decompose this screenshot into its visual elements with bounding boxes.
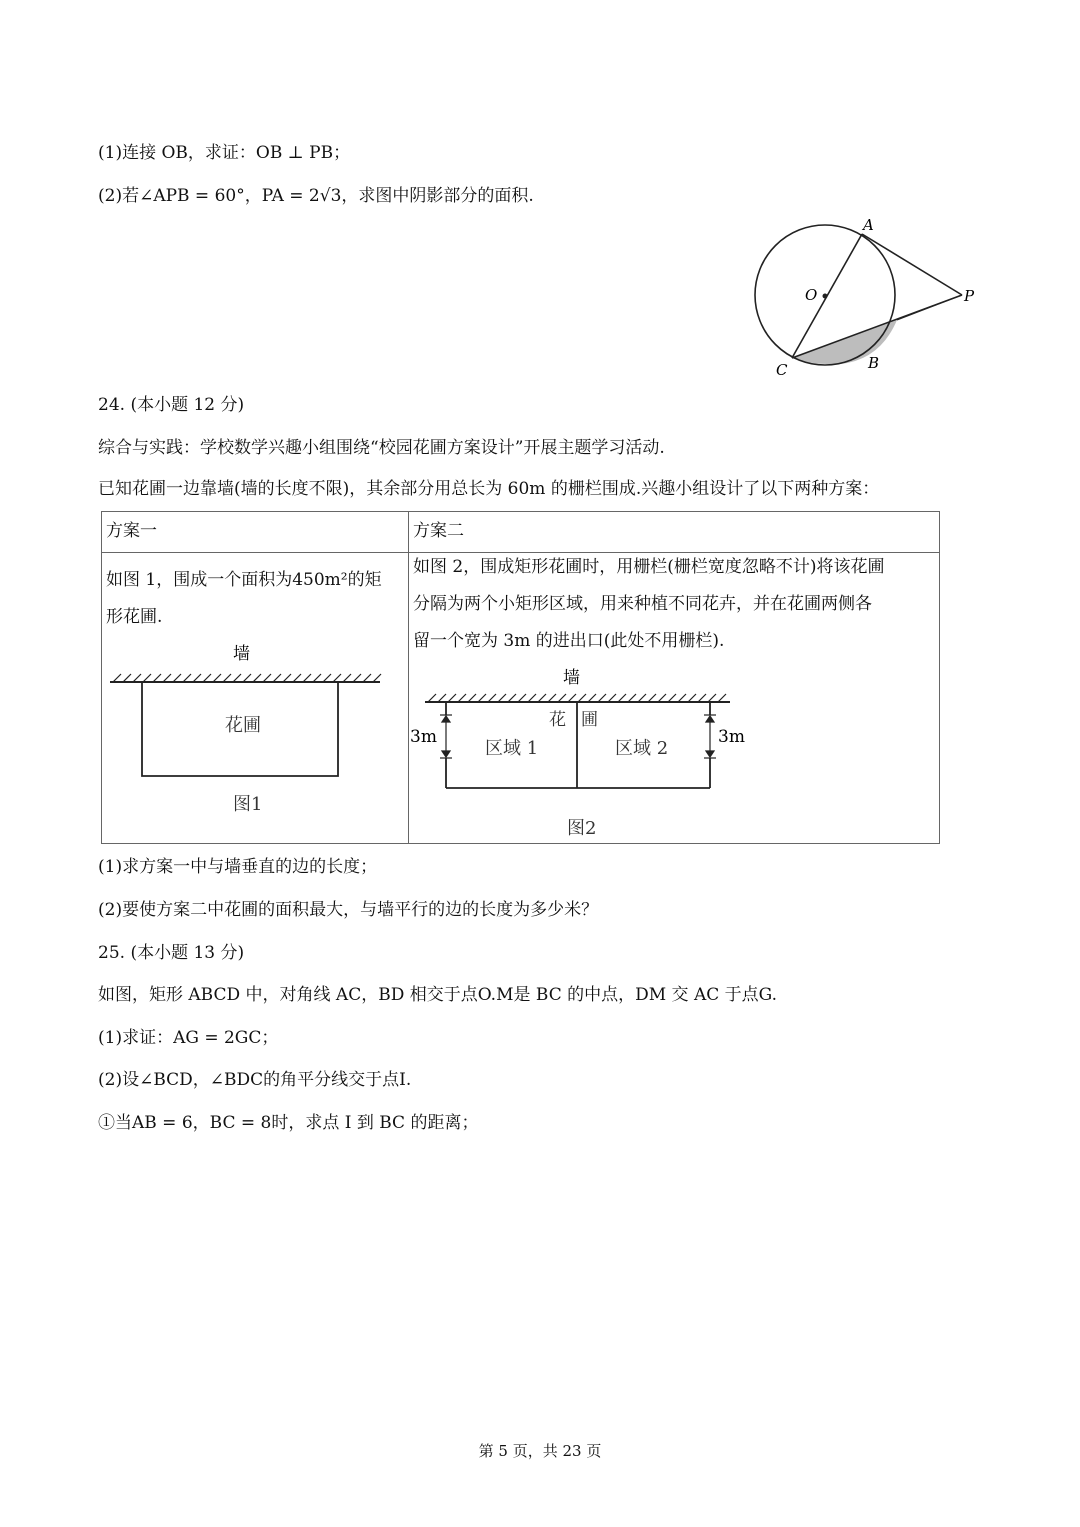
plan1-text-line2: 形花圃. [106,607,163,627]
fig2-garden-label-2: 圃 [581,710,598,730]
center-point [823,294,828,299]
label-a: A [863,216,874,234]
fig2-region2-label: 区域 2 [615,738,669,759]
q23-part1: (1)连接 OB，求证：OB ⊥ PB； [98,143,351,163]
page-footer: 第 5 页，共 23 页 [478,1442,602,1460]
fig2-wall-hatch [428,694,726,702]
plan1-text-line1: 如图 1，围成一个面积为450m²的矩 [106,570,382,590]
plan2-title: 方案二 [413,521,464,541]
q24-part2: (2)要使方案二中花圃的面积最大，与墙平行的边的长度为多少米？ [98,900,599,920]
q25-part2-1: ①当AB = 6，BC = 8时，求点 I 到 BC 的距离； [98,1113,479,1133]
figure-1 [105,634,405,844]
tangent-pa [862,234,962,295]
q25-header: 25. (本小题 13 分) [98,943,245,963]
label-c: C [776,361,788,379]
q24-intro: 综合与实践：学校数学兴趣小组围绕“校园花圃方案设计”开展主题学习活动. [98,438,665,458]
fig1-wall-hatch [113,674,381,682]
q24-part1: (1)求方案一中与墙垂直的边的长度； [98,857,378,877]
plan2-text-line1: 如图 2，围成矩形花圃时，用栅栏(栅栏宽度忽略不计)将该花圃 [413,557,885,577]
fig2-caption: 图2 [567,818,597,839]
plan-table [101,511,940,844]
label-p: P [964,287,975,305]
q25-intro: 如图，矩形 ABCD 中，对角线 AC，BD 相交于点O.M是 BC 的中点，DM 交 AC 于点G. [98,985,778,1005]
q24-header: 24. (本小题 12 分) [98,395,245,415]
fig2-gap-arrow-right [704,715,716,758]
fig1-caption: 图1 [233,794,263,815]
fig2-garden-label-1: 花 [549,710,566,730]
q23-part2: (2)若∠APB = 60°，PA = 2√3，求图中阴影部分的面积. [98,186,534,206]
fig2-region1-label: 区域 1 [485,738,539,759]
fig2-gap-left-label: 3m [410,727,437,747]
plan1-title: 方案一 [106,521,157,541]
plan2-text-line2: 分隔为两个小矩形区域，用来种植不同花卉，并在花圃两侧各 [413,594,872,614]
fig2-gap-right-label: 3m [718,727,745,747]
q24-known: 已知花圃一边靠墙(墙的长度不限)，其余部分用总长为 60m 的栅栏围成.兴趣小组设计了以下两种方案： [98,479,880,499]
fig2-gap-arrow-left [440,715,452,758]
tangent-pb [897,295,962,320]
q25-part1: (1)求证：AG = 2GC； [98,1028,279,1048]
fig2-wall-label: 墙 [563,668,580,688]
label-b: B [868,354,880,372]
fig1-wall-label: 墙 [233,644,250,664]
q25-part2: (2)设∠BCD，∠BDC的角平分线交于点I. [98,1070,412,1090]
label-o: O [805,286,818,304]
fig1-garden-label: 花圃 [225,715,261,736]
circle-tangent-figure [740,210,990,390]
figure-2 [410,662,745,842]
plan2-text-line3: 留一个宽为 3m 的进出口(此处不用栅栏). [413,631,725,651]
